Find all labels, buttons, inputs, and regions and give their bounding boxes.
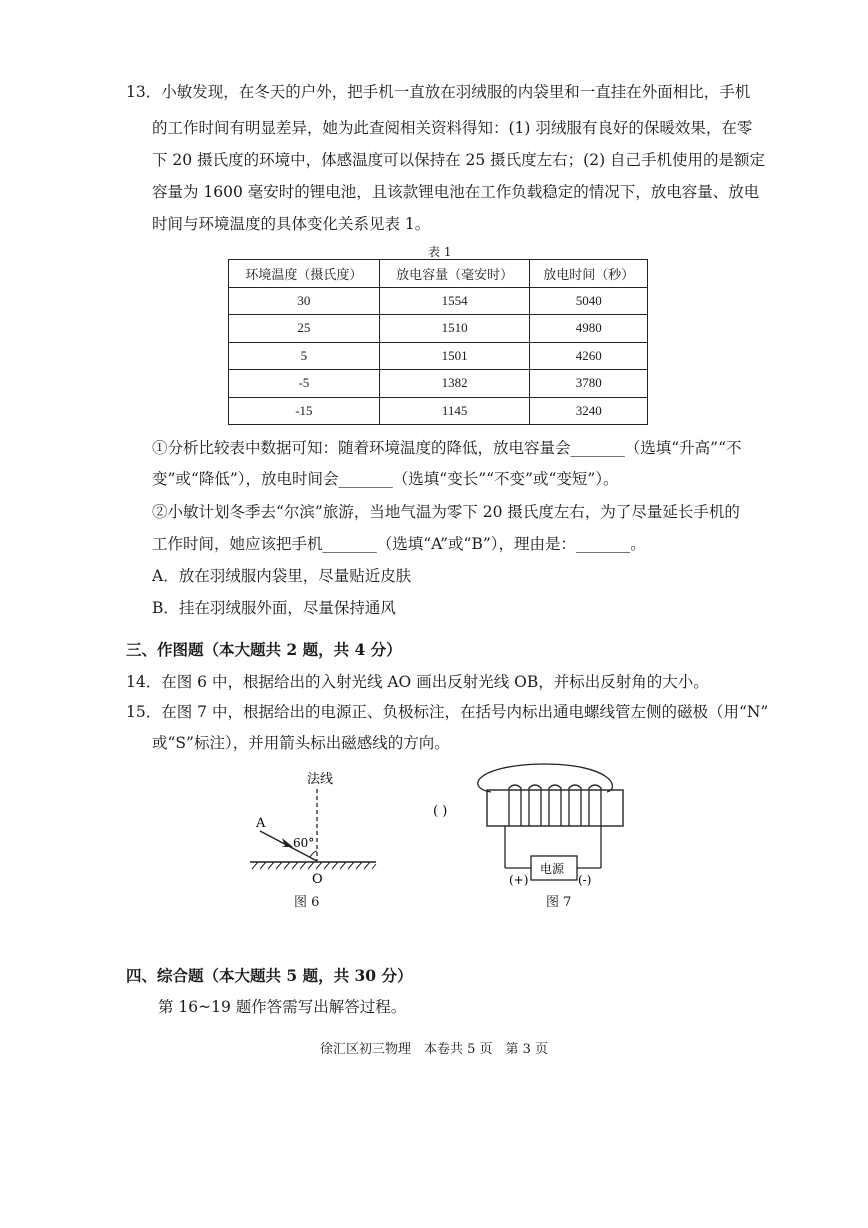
figure-7-caption: 图 7 xyxy=(546,895,572,910)
table-row xyxy=(229,397,648,425)
data-table xyxy=(228,259,648,425)
table-cell: 1382 xyxy=(379,370,530,398)
solenoid-coils xyxy=(509,785,601,826)
table-cell: 3240 xyxy=(530,397,648,425)
point-label-o: O xyxy=(312,872,323,887)
table-cell: 3780 xyxy=(530,370,648,398)
table-header-cell: 环境温度（摄氏度） xyxy=(229,260,380,288)
table-cell: 1501 xyxy=(379,342,530,370)
pole-bracket: ( ) xyxy=(433,804,448,819)
option-b: B．挂在羽绒服外面，尽量保持通风 xyxy=(152,599,396,617)
q13-sub1-line-2: 变”或“降低”），放电时间会_______（选填“变长”“不变”或“变短”）。 xyxy=(152,470,619,488)
page-footer: 徐汇区初三物理 本卷共 5 页 第 3 页 xyxy=(319,1042,549,1057)
power-source-label: 电源 xyxy=(540,862,565,876)
q13-sub2-line-2: 工作时间，她应该把手机_______（选填“A”或“B”），理由是：_______。 xyxy=(152,535,646,553)
table-cell: 4980 xyxy=(530,315,648,343)
table-cell: -5 xyxy=(229,370,380,398)
q15-line-1: 15．在图 7 中，根据给出的电源正、负极标注，在括号内标出通电螺线管左侧的磁极（用“N” xyxy=(126,703,769,721)
q13-line-4: 容量为 1600 毫安时的锂电池，且该款锂电池在工作负载稳定的情况下，放电容量、放电 xyxy=(152,183,760,201)
mirror-hatching xyxy=(252,862,376,869)
q14-text: 14．在图 6 中，根据给出的入射光线 AO 画出反射光线 OB，并标出反射角的大小。 xyxy=(126,673,709,691)
table-header-cell: 放电时间（秒） xyxy=(530,260,648,288)
field-loop xyxy=(478,764,613,792)
table-cell: 5040 xyxy=(530,287,648,315)
q13-sub1-line-1: ①分析比较表中数据可知：随着环境温度的降低，放电容量会_______（选填“升高”“不 xyxy=(152,439,742,457)
table-row xyxy=(229,370,648,398)
table-cell: 1510 xyxy=(379,315,530,343)
table-cell: 1554 xyxy=(379,287,530,315)
figure-7 xyxy=(425,760,655,890)
q13-sub2-line-1: ②小敏计划冬季去“尔滨”旅游，当地气温为零下 20 摄氏度左右，为了尽量延长手机的 xyxy=(152,503,740,521)
option-a: A．放在羽绒服内袋里，尽量贴近皮肤 xyxy=(152,567,412,585)
table-row xyxy=(229,287,648,315)
q13-line-2: 的工作时间有明显差异，她为此查阅相关资料得知：(1) 羽绒服有良好的保暖效果，在零 xyxy=(152,119,753,137)
section4-heading: 四、综合题（本大题共 5 题，共 30 分） xyxy=(126,966,413,985)
q13-line-1: 13．小敏发现，在冬天的户外，把手机一直放在羽绒服的内袋里和一直挂在外面相比，手机 xyxy=(126,83,751,101)
table-header-row xyxy=(229,260,648,288)
table-cell: 1145 xyxy=(379,397,530,425)
angle-arc xyxy=(310,851,317,857)
table-row xyxy=(229,315,648,343)
normal-label: 法线 xyxy=(307,772,334,787)
table-cell: 5 xyxy=(229,342,380,370)
table-header-cell: 放电容量（毫安时） xyxy=(379,260,530,288)
table-caption: 表 1 xyxy=(428,245,452,259)
q13-line-5: 时间与环境温度的具体变化关系见表 1。 xyxy=(152,215,431,233)
q15-line-2: 或“S”标注），并用箭头标出磁感线的方向。 xyxy=(152,734,450,752)
ray-label-a: A xyxy=(256,816,266,831)
solenoid-body xyxy=(487,790,623,826)
table-cell: -15 xyxy=(229,397,380,425)
table-cell: 25 xyxy=(229,315,380,343)
angle-label: 60° xyxy=(293,836,315,850)
plus-terminal-label: (+) xyxy=(509,873,529,887)
table-row xyxy=(229,342,648,370)
section4-note: 第 16~19 题作答需写出解答过程。 xyxy=(158,998,407,1016)
minus-terminal-label: (-) xyxy=(578,873,592,887)
figure-6-caption: 图 6 xyxy=(294,895,320,910)
q13-line-3: 下 20 摄氏度的环境中，体感温度可以保持在 25 摄氏度左右；(2) 自己手机使用的是额定 xyxy=(152,151,766,169)
table-cell: 30 xyxy=(229,287,380,315)
table-cell: 4260 xyxy=(530,342,648,370)
section3-heading: 三、作图题（本大题共 2 题，共 4 分） xyxy=(126,640,402,659)
